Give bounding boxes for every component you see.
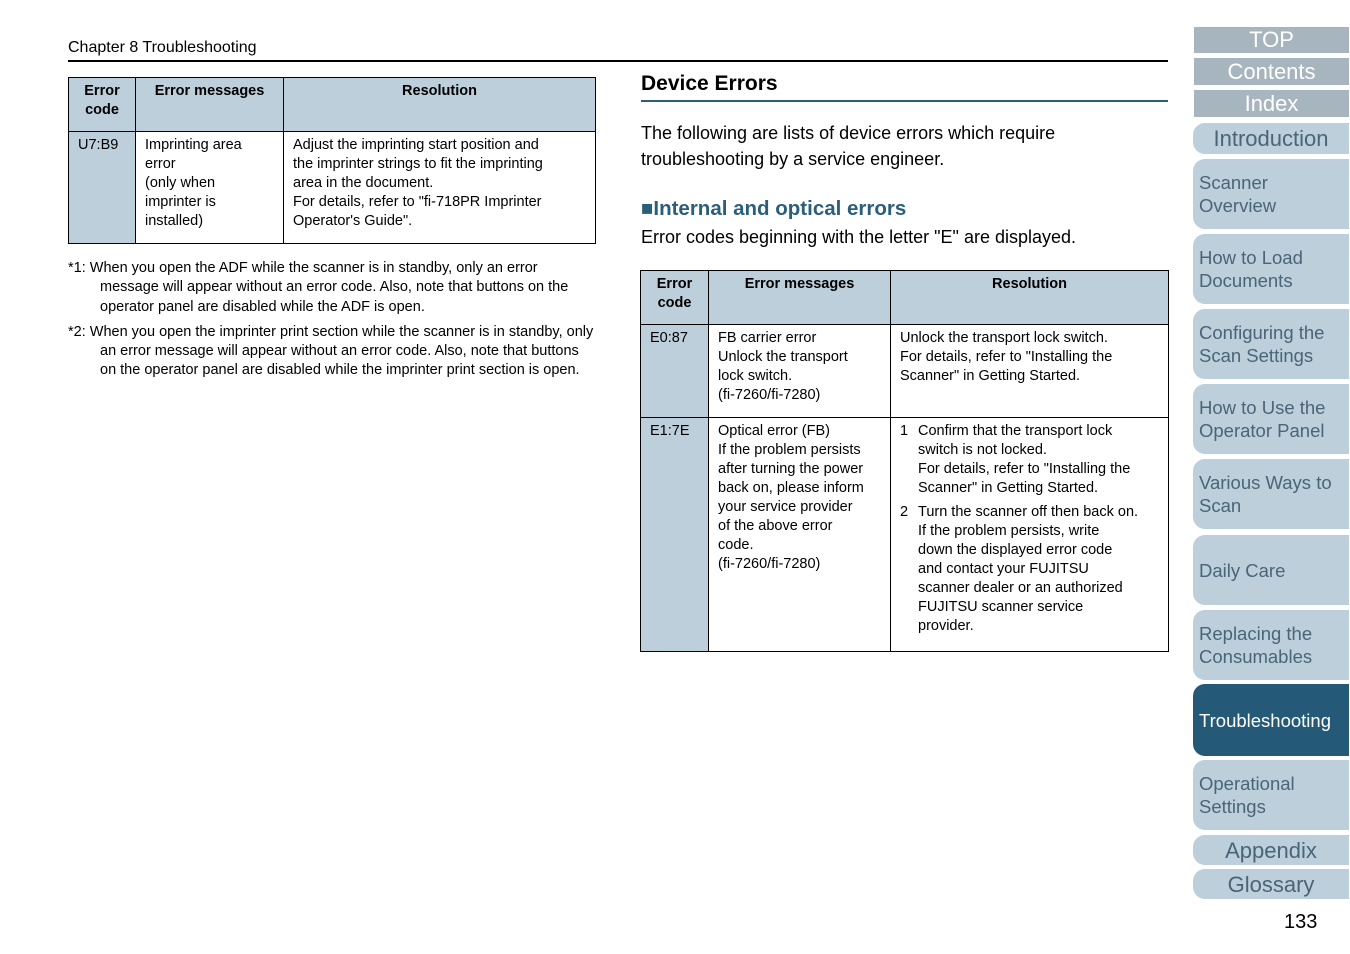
text-line: area in the document. bbox=[293, 175, 434, 191]
error-code-cell: U7:B9 bbox=[69, 132, 136, 244]
text-line: Operator's Guide". bbox=[293, 213, 413, 229]
sidebar-tab-operator-panel[interactable]: How to Use the Operator Panel bbox=[1193, 384, 1349, 454]
resolution-steps bbox=[900, 422, 1159, 636]
resolution-cell bbox=[284, 132, 596, 244]
resolution-cell bbox=[891, 418, 1169, 652]
sidebar-tab-various-ways-to-scan[interactable]: Various Ways to Scan bbox=[1193, 459, 1349, 529]
section-rule bbox=[641, 100, 1168, 102]
text-line: FUJITSU scanner service bbox=[918, 599, 1084, 615]
text-line: Scanner" in Getting Started. bbox=[900, 368, 1081, 384]
text-line: scanner dealer or an authorized bbox=[918, 580, 1123, 596]
column-header-messages: Error messages bbox=[709, 271, 891, 325]
error-message-cell bbox=[709, 325, 891, 418]
footnote-2: *2: When you open the imprinter print section while the scanner is in standby, only an error message will appear without an error code. Also, note that buttons on the operator panel are disabled while the imprinter print section is open. bbox=[68, 323, 594, 379]
step-item bbox=[900, 503, 1159, 636]
column-header-resolution: Resolution bbox=[891, 271, 1169, 325]
text-line: Confirm that the transport lock bbox=[918, 423, 1113, 439]
text-line: the imprinter strings to fit the imprinting bbox=[293, 156, 543, 172]
sidebar-tab-introduction[interactable]: Introduction bbox=[1193, 123, 1349, 154]
error-table-internal-optical bbox=[640, 270, 1169, 652]
subsection-intro: Error codes beginning with the letter "E" are displayed. bbox=[641, 227, 1077, 247]
step-item bbox=[900, 422, 1159, 498]
text-line: back on, please inform bbox=[718, 480, 864, 496]
chapter-header: Chapter 8 Troubleshooting bbox=[68, 39, 257, 56]
subsection-title: ■Internal and optical errors bbox=[641, 197, 907, 220]
error-code-cell: E1:7E bbox=[641, 418, 709, 652]
text-line: Unlock the transport bbox=[718, 349, 848, 365]
text-line: Adjust the imprinting start position and bbox=[293, 137, 539, 153]
text-line: Turn the scanner off then back on. bbox=[918, 504, 1139, 520]
column-header-code: Error code bbox=[641, 271, 709, 325]
text-line: If the problem persists bbox=[718, 442, 861, 458]
text-line: (only when bbox=[145, 175, 216, 191]
sidebar-tab-troubleshooting[interactable]: Troubleshooting bbox=[1193, 684, 1349, 756]
column-header-messages: Error messages bbox=[136, 78, 284, 132]
text-line: imprinter is bbox=[145, 194, 216, 210]
resolution-cell bbox=[891, 325, 1169, 418]
text-line: FB carrier error bbox=[718, 330, 817, 346]
nav-contents-button[interactable]: Contents bbox=[1194, 58, 1349, 85]
step-number: 1 bbox=[900, 423, 909, 439]
sidebar-tab-appendix[interactable]: Appendix bbox=[1193, 835, 1349, 865]
section-title: Device Errors bbox=[641, 72, 778, 95]
text-line: code. bbox=[718, 537, 754, 553]
text-line: lock switch. bbox=[718, 368, 793, 384]
text-line: If the problem persists, write bbox=[918, 523, 1100, 539]
nav-index-button[interactable]: Index bbox=[1194, 90, 1349, 117]
column-header-code: Error code bbox=[69, 78, 136, 132]
text-line: For details, refer to "fi-718PR Imprinter bbox=[293, 194, 542, 210]
table-row bbox=[641, 418, 1169, 652]
section-intro: The following are lists of device errors which require troubleshooting by a service engineer. bbox=[641, 123, 1056, 169]
text-line: (fi-7260/fi-7280) bbox=[718, 387, 821, 403]
footnote-1: *1: When you open the ADF while the scanner is in standby, only an error message will appear without an error code. Also, note that buttons on the operator panel are disabled while the ADF is open. bbox=[68, 260, 569, 315]
text-line: For details, refer to "Installing the bbox=[918, 461, 1131, 477]
nav-top-button[interactable]: TOP bbox=[1194, 27, 1349, 53]
step-number: 2 bbox=[900, 504, 909, 520]
text-line: Scanner" in Getting Started. bbox=[918, 480, 1099, 496]
header-rule bbox=[68, 60, 1168, 62]
page-number: 133 bbox=[1284, 911, 1318, 933]
sidebar-tab-configuring-scan-settings[interactable]: Configuring the Scan Settings bbox=[1193, 309, 1349, 379]
text-line: For details, refer to "Installing the bbox=[900, 349, 1113, 365]
text-line: installed) bbox=[145, 213, 204, 229]
sidebar-tab-how-to-load-documents[interactable]: How to Load Documents bbox=[1193, 234, 1349, 304]
table-row bbox=[641, 325, 1169, 418]
table-row bbox=[69, 132, 596, 244]
text-line: Imprinting area bbox=[145, 137, 242, 153]
sidebar-tab-glossary[interactable]: Glossary bbox=[1193, 869, 1349, 899]
text-line: (fi-7260/fi-7280) bbox=[718, 556, 821, 572]
text-line: down the displayed error code bbox=[918, 542, 1113, 558]
error-message-cell bbox=[136, 132, 284, 244]
sidebar-tab-daily-care[interactable]: Daily Care bbox=[1193, 535, 1349, 605]
text-line: Unlock the transport lock switch. bbox=[900, 330, 1108, 346]
text-line: your service provider bbox=[718, 499, 853, 515]
text-line: after turning the power bbox=[718, 461, 864, 477]
text-line: and contact your FUJITSU bbox=[918, 561, 1089, 577]
sidebar-tab-replacing-consumables[interactable]: Replacing the Consumables bbox=[1193, 610, 1349, 680]
text-line: switch is not locked. bbox=[918, 442, 1047, 458]
error-table-continued bbox=[68, 77, 596, 244]
text-line: provider. bbox=[918, 618, 974, 634]
column-header-resolution: Resolution bbox=[284, 78, 596, 132]
sidebar-tab-operational-settings[interactable]: Operational Settings bbox=[1193, 760, 1349, 830]
sidebar-tab-scanner-overview[interactable]: Scanner Overview bbox=[1193, 159, 1349, 229]
text-line: of the above error bbox=[718, 518, 833, 534]
error-message-cell bbox=[709, 418, 891, 652]
text-line: Optical error (FB) bbox=[718, 423, 830, 439]
footnotes bbox=[68, 259, 598, 387]
text-line: error bbox=[145, 156, 176, 172]
error-code-cell: E0:87 bbox=[641, 325, 709, 418]
